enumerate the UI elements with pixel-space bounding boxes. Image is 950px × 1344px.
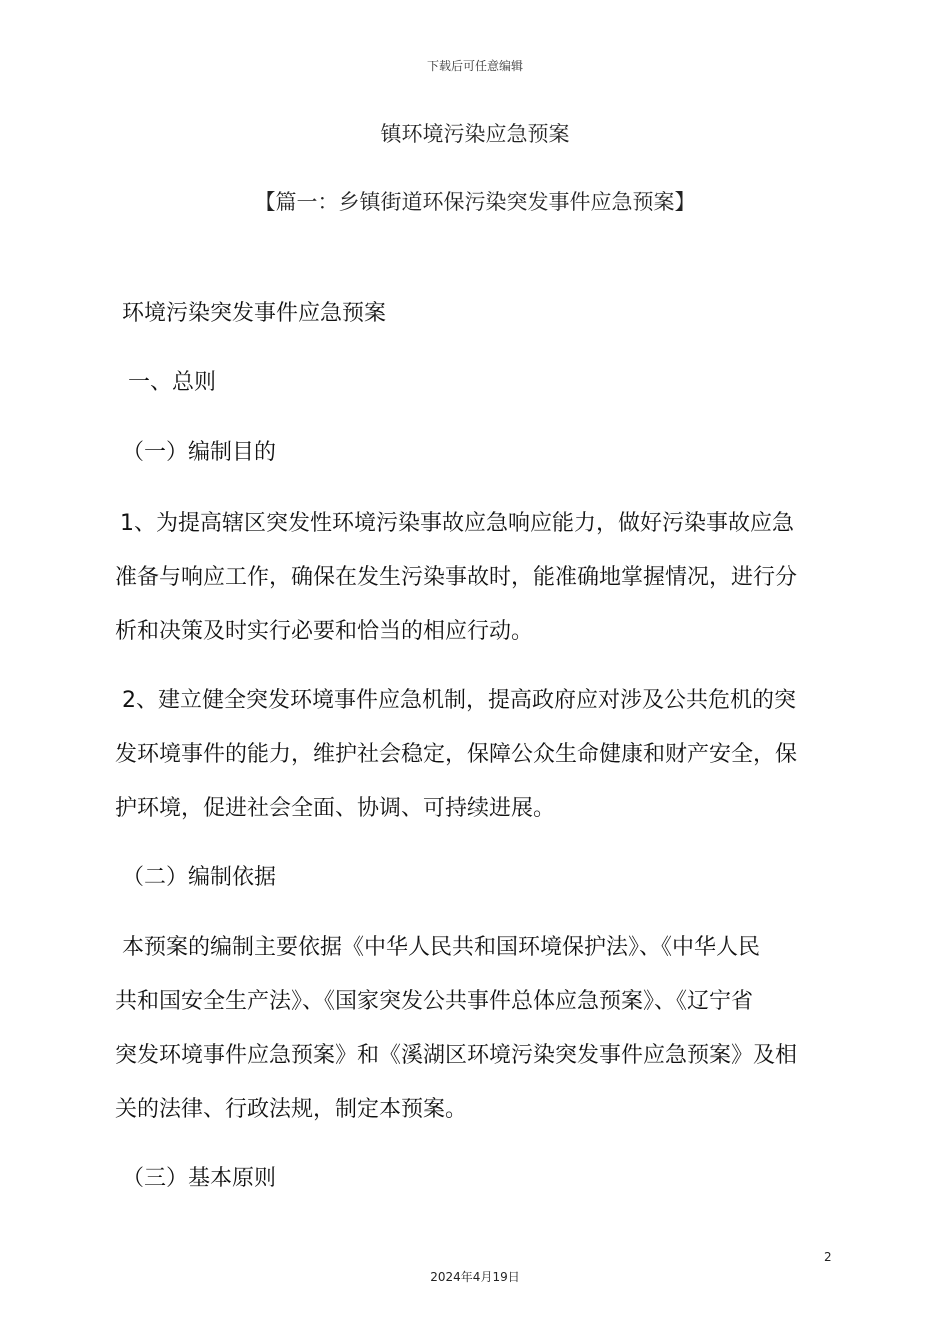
paragraph-line: 准备与响应工作，确保在发生污染事故时，能准确地掌握情况，进行分 — [115, 565, 798, 590]
paragraph-line: 1、为提高辖区突发性环境污染事故应急响应能力，做好污染事故应急 — [120, 511, 794, 536]
footer-date: 2024年4月19日 — [430, 1270, 520, 1284]
header-note: 下载后可任意编辑 — [426, 59, 523, 73]
paragraph-line: 关的法律、行政法规，制定本预案。 — [115, 1097, 468, 1122]
page-number: 2 — [824, 1250, 832, 1264]
paragraph-line: 2、建立健全突发环境事件应急机制，提高政府应对涉及公共危机的突 — [122, 688, 796, 713]
chapter-heading: 一、总则 — [128, 370, 217, 395]
subsection-heading: （一）编制目的 — [122, 440, 277, 465]
paragraph-line: 本预案的编制主要依据《中华人民共和国环境保护法》、《中华人民 — [122, 935, 761, 960]
paragraph-line: 突发环境事件应急预案》和《溪湖区环境污染突发事件应急预案》及相 — [115, 1043, 798, 1068]
subsection-heading: （二）编制依据 — [122, 865, 277, 890]
paragraph-line: 析和决策及时实行必要和恰当的相应行动。 — [115, 619, 534, 644]
paragraph-line: 共和国安全生产法》、《国家突发公共事件总体应急预案》、《辽宁省 — [115, 989, 754, 1014]
document-title: 镇环境污染应急预案 — [380, 122, 570, 146]
section-heading: 环境污染突发事件应急预案 — [122, 301, 387, 326]
paragraph-line: 护环境，促进社会全面、协调、可持续进展。 — [115, 796, 556, 821]
document-subtitle: 【篇一：乡镇街道环保污染突发事件应急预案】 — [254, 190, 696, 214]
subsection-heading: （三）基本原则 — [122, 1166, 277, 1191]
paragraph-line: 发环境事件的能力，维护社会稳定，保障公众生命健康和财产安全，保 — [115, 742, 798, 767]
